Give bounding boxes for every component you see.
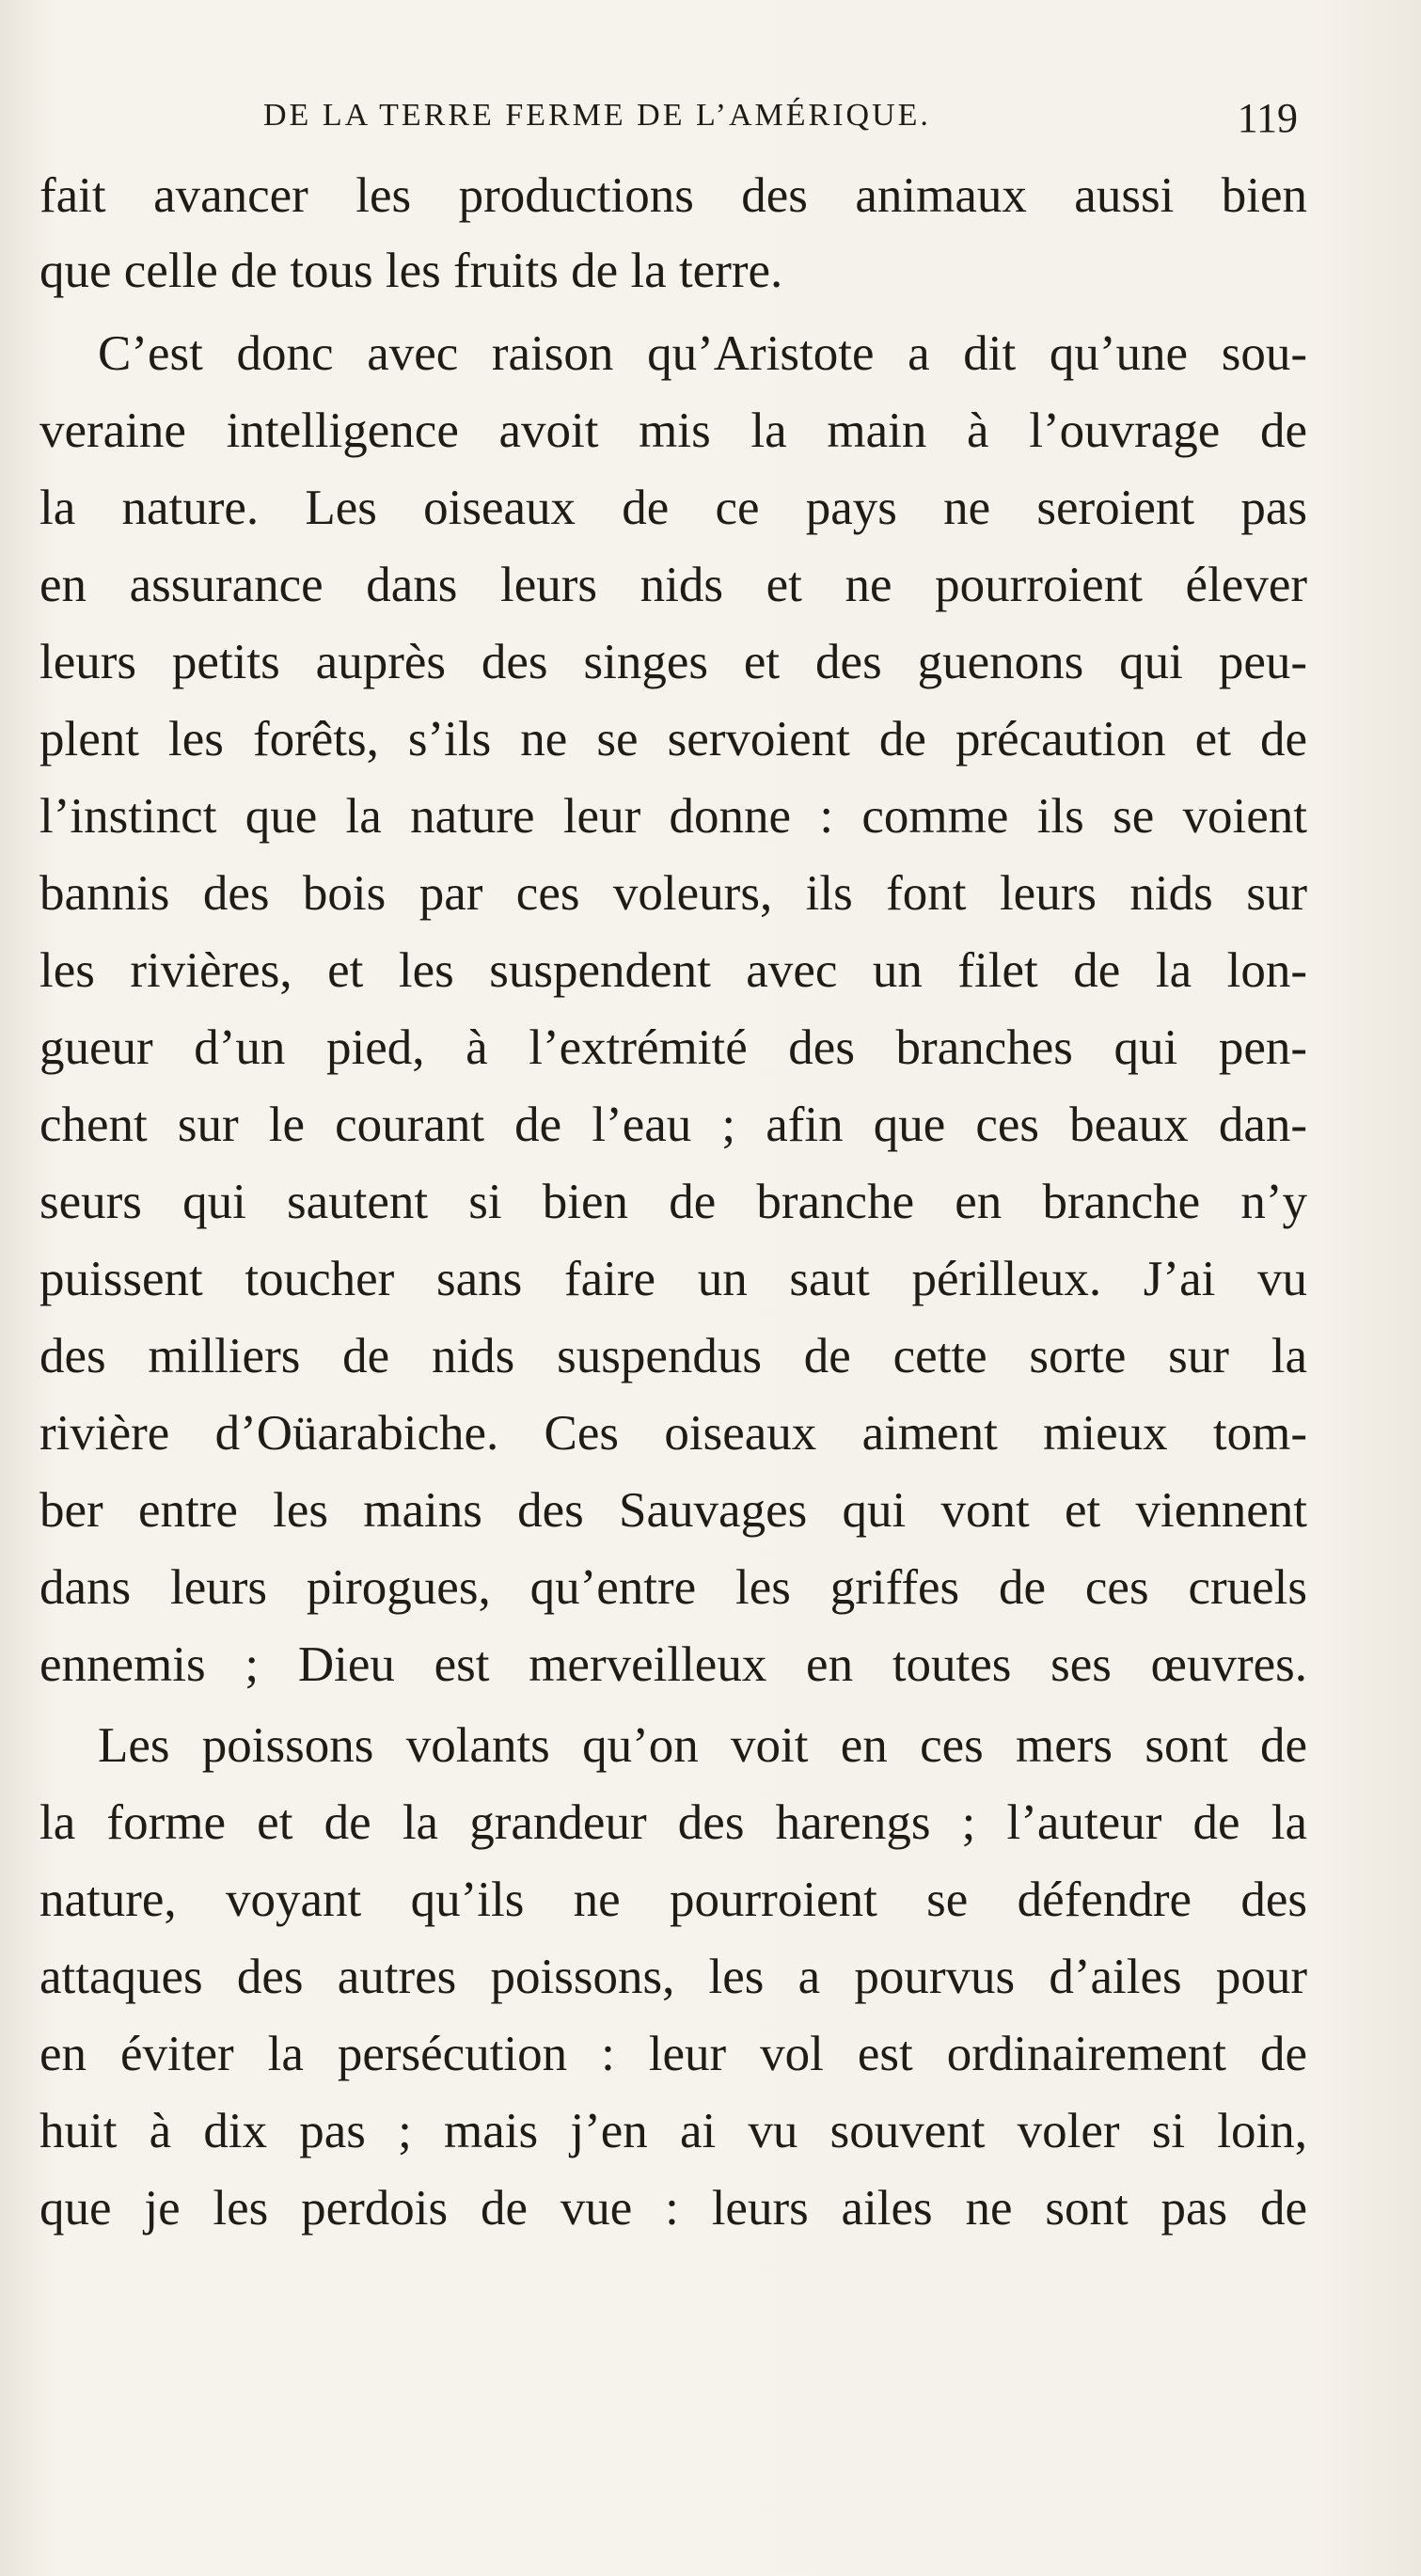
text-line: seurs qui sautent si bien de branche en branche n’y xyxy=(39,1175,1307,1229)
text-line: la forme et de la grandeur des harengs ; l’auteur de la xyxy=(39,1795,1307,1850)
text-line: les rivières, et les suspendent avec un filet de la lon- xyxy=(39,943,1307,998)
text-line: bannis des bois par ces voleurs, ils font leurs nids sur xyxy=(39,866,1307,921)
text-line: puissent toucher sans faire un saut périlleux. J’ai vu xyxy=(39,1252,1307,1306)
text-line: dans leurs pirogues, qu’entre les griffes de ces cruels xyxy=(39,1560,1307,1615)
text-line: nature, voyant qu’ils ne pourroient se défendre des xyxy=(39,1873,1307,1927)
text-line: que je les perdois de vue : leurs ailes ne sont pas de xyxy=(39,2181,1307,2236)
page-number: 119 xyxy=(1237,95,1298,141)
text-line: plent les forêts, s’ils ne se servoient de précaution et de xyxy=(39,712,1307,766)
text-line: veraine intelligence avoit mis la main à l’ouvrage de xyxy=(39,403,1307,458)
text-line: ennemis ; Dieu est merveilleux en toutes ses œuvres. xyxy=(39,1637,1307,1692)
text-line: C’est donc avec raison qu’Aristote a dit qu’une sou- xyxy=(98,326,1307,381)
text-line: que celle de tous les fruits de la terre. xyxy=(39,244,783,298)
text-line: Les poissons volants qu’on voit en ces mers sont de xyxy=(98,1718,1307,1773)
text-line: rivière d’Oüarabiche. Ces oiseaux aiment mieux tom- xyxy=(39,1406,1307,1461)
text-line: en éviter la persécution : leur vol est ordinairement de xyxy=(39,2027,1307,2081)
page-header xyxy=(263,94,1298,150)
text-line: leurs petits auprès des singes et des guenons qui peu- xyxy=(39,635,1307,689)
running-head: DE LA TERRE FERME DE L’AMÉRIQUE. xyxy=(263,98,931,133)
text-line: la nature. Les oiseaux de ce pays ne seroient pas xyxy=(39,481,1307,535)
text-line: ber entre les mains des Sauvages qui vont et viennent xyxy=(39,1483,1307,1538)
text-line: huit à dix pas ; mais j’en ai vu souvent voler si loin, xyxy=(39,2104,1307,2158)
text-line: fait avancer les productions des animaux aussi bien xyxy=(39,168,1307,223)
text-line: gueur d’un pied, à l’extrémité des branches qui pen- xyxy=(39,1020,1307,1075)
text-line: l’instinct que la nature leur donne : comme ils se voient xyxy=(39,789,1307,844)
text-line: des milliers de nids suspendus de cette sorte sur la xyxy=(39,1329,1307,1383)
text-line: en assurance dans leurs nids et ne pourroient élever xyxy=(39,558,1307,612)
text-line: attaques des autres poissons, les a pourvus d’ailes pour xyxy=(39,1950,1307,2004)
text-line: chent sur le courant de l’eau ; afin que ces beaux dan- xyxy=(39,1098,1307,1152)
